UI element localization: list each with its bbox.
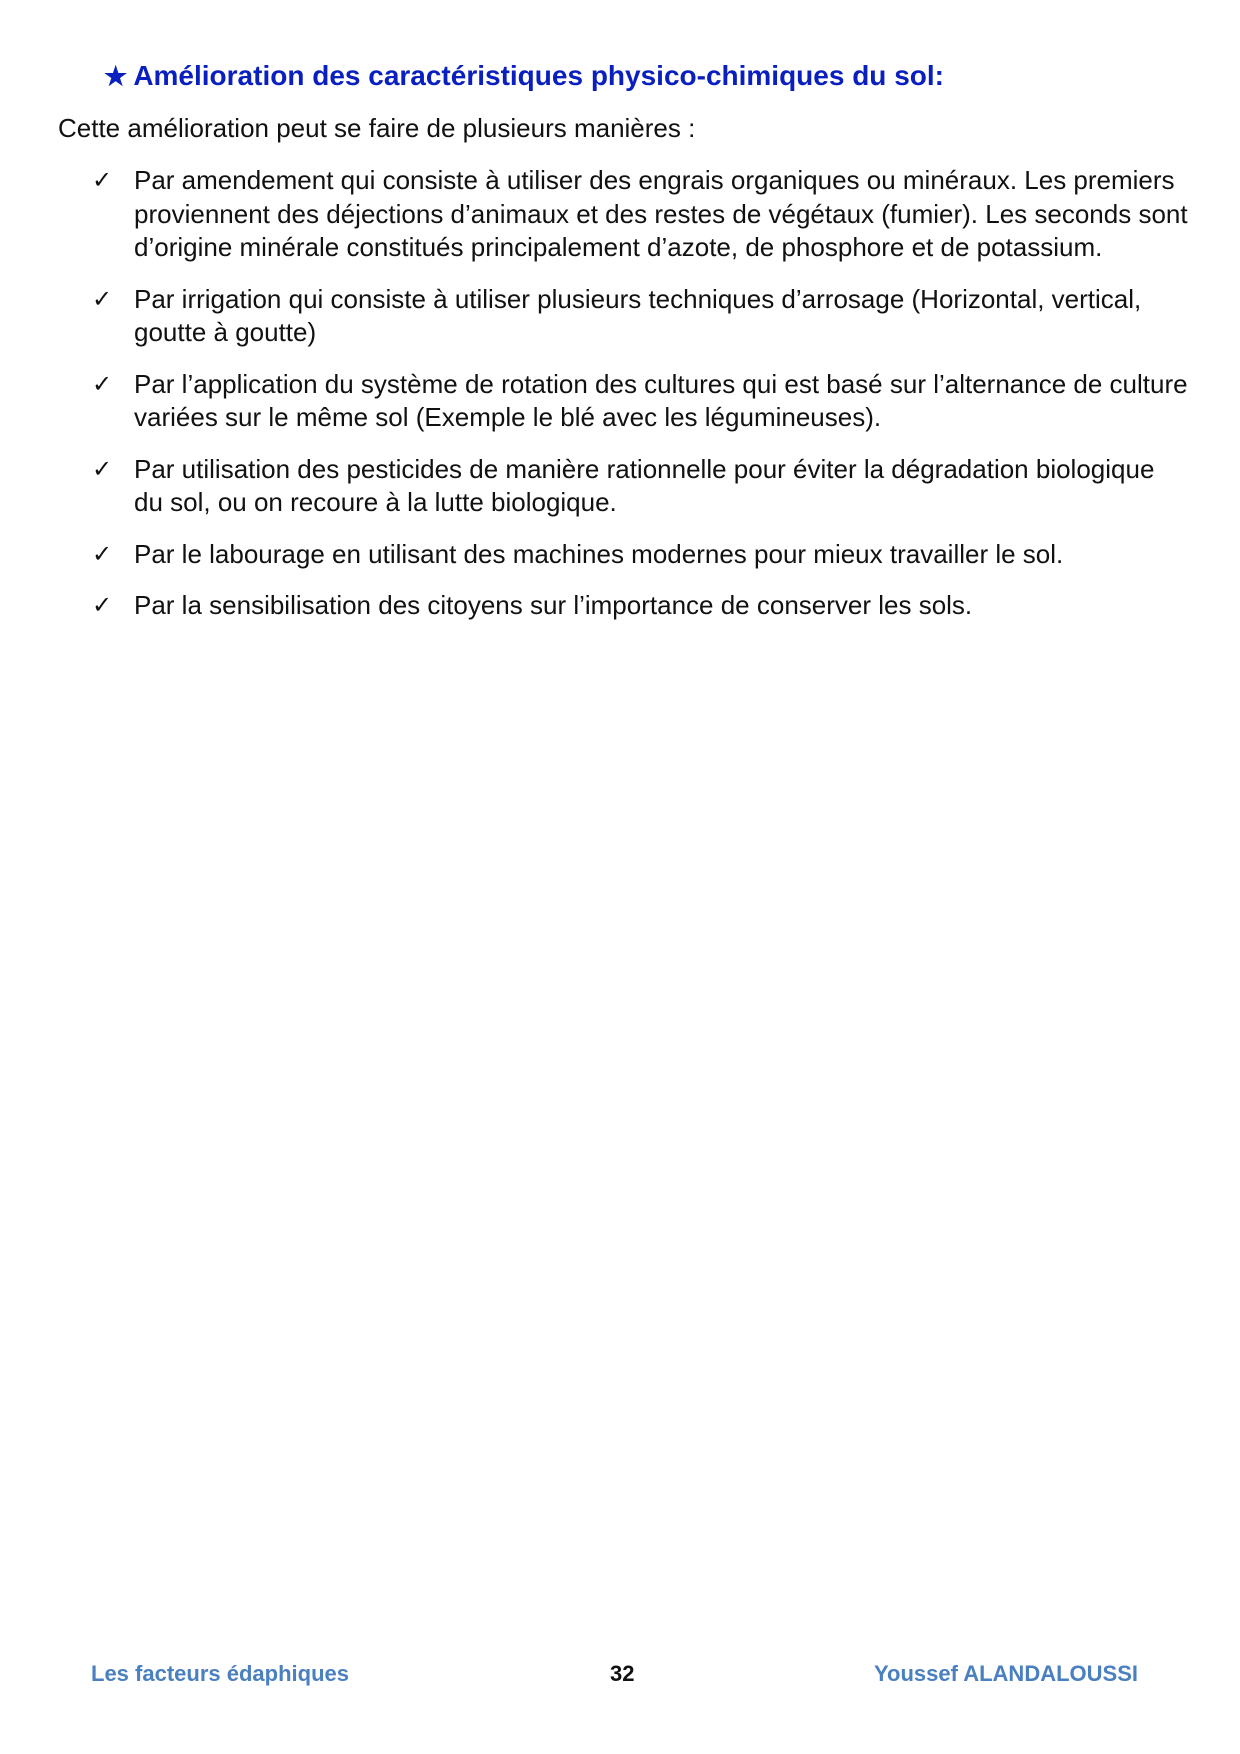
check-icon: ✓ [92, 284, 113, 313]
list-item [90, 453, 1190, 520]
list-item [90, 368, 1190, 435]
check-icon: ✓ [92, 369, 113, 398]
checklist [90, 164, 1190, 641]
list-item-text: Par la sensibilisation des citoyens sur l’importance de conserver les sols. [134, 590, 973, 620]
list-item-text: Par utilisation des pesticides de manière rationnelle pour éviter la dégradation biologique du sol, ou on recoure à la lutte biologique. [134, 453, 1155, 517]
check-icon: ✓ [92, 591, 113, 619]
list-item-text: Par le labourage en utilisant des machines modernes pour mieux travailler le sol. [134, 538, 1064, 569]
footer-author: Youssef ALANDALOUSSI [873, 1661, 1138, 1686]
footer-document-title: Les facteurs édaphiques [91, 1661, 349, 1686]
section-title: Amélioration des caractéristiques physico-chimiques du sol: [133, 60, 944, 91]
section-heading [104, 58, 944, 94]
star-icon: ★ [104, 61, 128, 91]
list-item [90, 538, 1190, 572]
list-item-text: Par irrigation qui consiste à utiliser plusieurs techniques d’arrosage (Horizontal, vertical, goutte à goutte) [134, 283, 1142, 347]
list-item [90, 283, 1190, 350]
list-item [90, 589, 1190, 623]
list-item-text: Par l’application du système de rotation des cultures qui est basé sur l’alternance de culture variées sur le même sol (Exemple le blé avec les légumineuses). [134, 368, 1188, 432]
list-item [90, 164, 1190, 265]
intro-paragraph: Cette amélioration peut se faire de plusieurs manières : [58, 113, 696, 143]
footer-page-number: 32 [610, 1661, 635, 1686]
check-icon: ✓ [92, 454, 113, 483]
check-icon: ✓ [92, 166, 113, 194]
check-icon: ✓ [92, 539, 113, 568]
list-item-text: Par amendement qui consiste à utiliser des engrais organiques ou minéraux. Les premiers proviennent des déjections d’animaux et des restes de végétaux (fumier). Les seconds sont d’origine minérale constitués principalement d’azote, de phosphore et de potassium. [134, 165, 1188, 262]
